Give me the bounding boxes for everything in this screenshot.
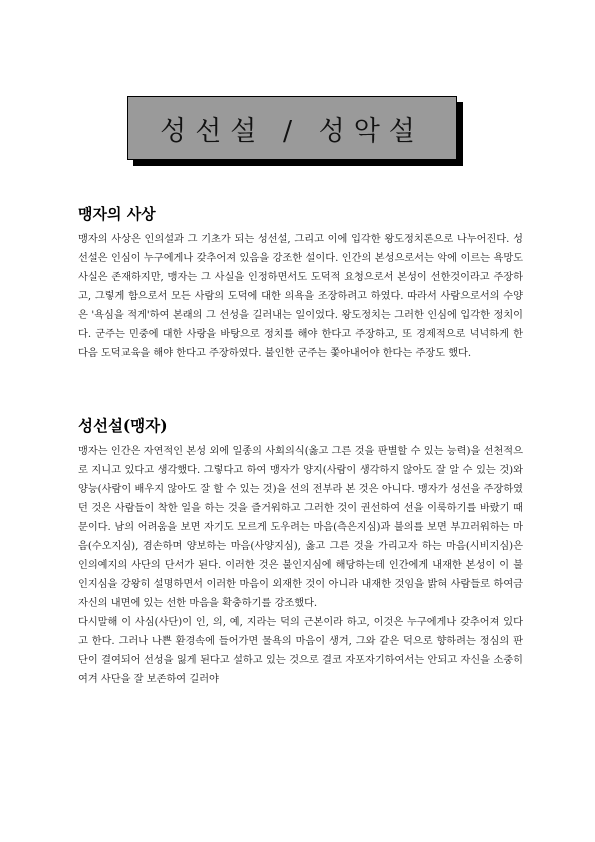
section-good-nature-theory: [78, 414, 523, 689]
section-mencius-thought: [78, 203, 523, 363]
section-heading: 맹자의 사상: [78, 205, 156, 223]
section-heading: 성선설(맹자): [78, 416, 168, 435]
section-body: 맹자는 인간은 자연적인 본성 외에 일종의 사회의식(옳고 그른 것을 판별할 수 있는 능력)을 선천적으로 지니고 있다고 생각했다. 그렇다고 하여 맹자가 양지(사람이 생각하지 않아도 잘 알 수 있는 것)와 양능(사람이 배우지 않아도 잘 할 수 있는 것)을 선의 전부라 본 것은 아니다. 맹자가 성선을 주장하였던 것은 사람들이 착한 일을 하는 것을 즐거워하고 그러한 것이 권선하여 선을 이룩하기를 바랐기 때문이다. 남의 어려움을 보면 자기도 모르게 도우려는 마음(측은지심)과 불의를 보면 부끄러워하는 마음(수오지심), 겸손하며 양보하는 마음(사양지심), 옳고 그른 것을 가리고자 하는 마음(시비지심)은 인의예지의 사단의 단서가 된다. 이러한 것은 불인지심에 해당하는데 인간에게 내재한 본성이 이 불인지심을 강왕히 설명하면서 이러한 마음이 외재한 것이 아니라 내재한 것임을 밝혀 사람들로 하여금 자신의 내면에 있는 선한 마음을 확충하기를 강조했다. 다시말해 이 사심(사단)이 인, 의, 예, 지라는 덕의 근본이라 하고, 이것은 누구에게나 갖추어져 있다고 한다. 그러나 나쁜 환경속에 들어가면 물욕의 마음이 생겨, 그와 같은 덕으로 향하려는 정심의 판단이 결여되어 선성을 잃게 된다고 설하고 있는 것으로 결코 자포자기하여서는 안되고 자신을 소중히 여겨 사단을 잘 보존하여 길러야: [78, 446, 523, 685]
title-box-face: [127, 96, 457, 160]
section-body: 맹자의 사상은 인의설과 그 기초가 되는 성선설, 그리고 이에 입각한 왕도정치론으로 나누어진다. 성선설은 인심이 누구에게나 갖추어져 있음을 강조한 설이다. 인간의 본성으로서는 악에 이르는 욕망도 사실은 존재하지만, 맹자는 그 사실을 인정하면서도 도덕적 요청으로서 본성이 선한것이라고 주장하고, 그렇게 함으로서 모든 사람의 도덕에 대한 의욕을 조장하려고 하였다. 따라서 사람으로서의 수양은 '욕심을 적게'하여 본래의 그 선성을 길러내는 일이었다. 왕도정치는 그러한 인심에 입각한 정치이다. 군주는 민중에 대한 사랑을 바탕으로 정치를 해야 한다고 주장하고, 또 경제적으로 넉넉하게 한 다음 도덕교육을 해야 한다고 주장하였다. 불인한 군주는 쫓아내어야 한다는 주장도 했다.: [78, 234, 523, 359]
title-box: [127, 96, 461, 164]
document-title: 성선설 / 성악설: [160, 115, 424, 147]
